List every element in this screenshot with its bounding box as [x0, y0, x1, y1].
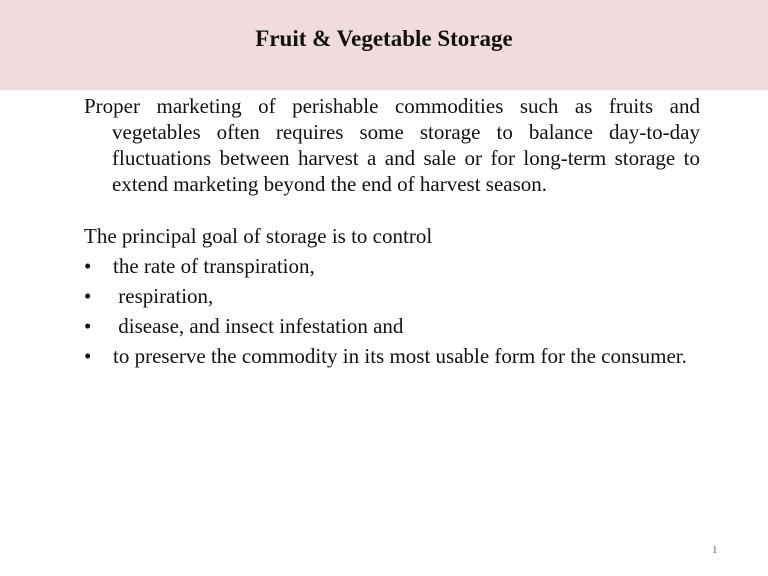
slide-title: Fruit & Vegetable Storage	[255, 26, 513, 51]
bullet-icon: •	[84, 314, 92, 338]
page-number: 1	[712, 544, 718, 556]
bullet-item-preserve	[84, 343, 700, 369]
bullet-text: the rate of transpiration,	[113, 254, 315, 278]
bullet-text: disease, and insect infestation and	[113, 314, 404, 338]
goal-heading: The principal goal of storage is to control	[84, 224, 433, 248]
bullet-list	[84, 253, 700, 369]
bullet-text: respiration,	[113, 284, 214, 308]
bullet-icon: •	[84, 344, 92, 368]
bullet-item-respiration	[84, 283, 700, 309]
title-band	[0, 0, 768, 90]
bullet-icon: •	[84, 254, 92, 278]
bullet-item-transpiration	[84, 253, 700, 279]
intro-paragraph: Proper marketing of perishable commodities such as fruits and vegetables often requires some storage to balance day-to-day fluctuations between harvest a and sale or for long-term storage to extend marketing beyond the end of harvest season.	[84, 94, 700, 196]
bullet-text: to preserve the commodity in its most usable form for the consumer.	[113, 344, 687, 368]
slide-content	[84, 93, 700, 373]
bullet-item-disease	[84, 313, 700, 339]
bullet-icon: •	[84, 284, 92, 308]
